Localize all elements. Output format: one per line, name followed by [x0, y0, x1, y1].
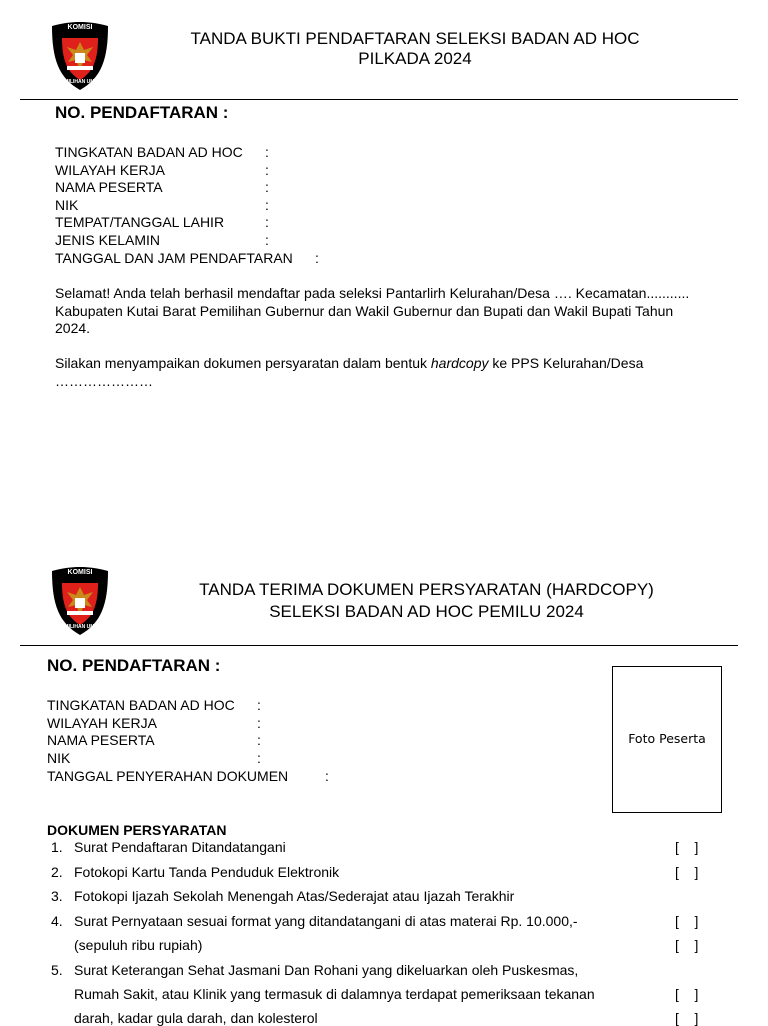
section1-divider	[20, 99, 738, 100]
section2-divider	[20, 645, 738, 646]
doc-checkbox[interactable]: [ ]	[675, 864, 699, 880]
doc-item-text: Surat Keterangan Sehat Jasmani Dan Rohani yang dikeluarkan oleh Puskesmas,	[74, 962, 579, 978]
instruction-text-italic: hardcopy	[430, 355, 489, 371]
section1-instruction-paragraph	[55, 355, 705, 390]
doc-item-text: Surat Pernyataan sesuai format yang ditandatangani di atas materai Rp. 10.000,-	[74, 913, 578, 929]
section2-title	[130, 579, 723, 623]
field-jk-sep: :	[265, 231, 269, 248]
field-ttl-sep: :	[265, 214, 269, 230]
doc-item-num: 2.	[51, 864, 63, 880]
field-tanggal-jam-sep: :	[315, 250, 319, 266]
field-jk-label: JENIS KELAMIN	[55, 231, 161, 248]
section2-title-line2: SELEKSI BADAN AD HOC PEMILU 2024	[269, 602, 584, 621]
doc-item-text: Rumah Sakit, atau Klinik yang termasuk di dalamnya terdapat pemeriksaan tekanan	[74, 986, 595, 1002]
field-nik-label: NIK	[47, 749, 71, 766]
doc-checkbox[interactable]: [ ]	[675, 937, 699, 953]
doc-item-num: 1.	[51, 839, 63, 855]
field-nama-sep: :	[265, 179, 269, 195]
docs-heading: DOKUMEN PERSYARATAN	[47, 822, 227, 838]
section1-title-line2: PILKADA 2024	[358, 49, 472, 68]
section1-title-line1: TANDA BUKTI PENDAFTARAN SELEKSI BADAN AD HOC	[190, 29, 640, 48]
section1-title	[130, 29, 700, 69]
doc-item-text: Surat Pendaftaran Ditandatangani	[74, 839, 286, 855]
doc-item-text: (sepuluh ribu rupiah)	[74, 937, 203, 953]
section1-no-pendaftaran: NO. PENDAFTARAN :	[55, 103, 229, 122]
logo-bottom-text: PEMILIHAN UMUM	[57, 624, 103, 630]
doc-item-num: 3.	[51, 888, 63, 904]
photo-label: Foto Peserta	[628, 731, 706, 746]
photo-box	[612, 666, 722, 813]
kpu-logo	[49, 565, 111, 637]
doc-item-text: Fotokopi Kartu Tanda Penduduk Elektronik	[74, 864, 340, 880]
section2-no-pendaftaran: NO. PENDAFTARAN :	[47, 656, 221, 675]
field-tingkatan-label: TINGKATAN BADAN AD HOC	[47, 697, 235, 713]
instruction-text-before: Silakan menyampaikan dokumen persyaratan dalam bentuk	[55, 355, 431, 371]
field-wilayah-sep: :	[265, 161, 269, 178]
section2-title-line1: TANDA TERIMA DOKUMEN PERSYARATAN (HARDCOPY)	[199, 580, 654, 599]
field-tanggal-jam-label: TANGGAL DAN JAM PENDAFTARAN	[55, 250, 293, 266]
doc-checkbox[interactable]: [ ]	[675, 986, 699, 1002]
field-tingkatan-label: TINGKATAN BADAN AD HOC	[55, 144, 243, 160]
doc-checkbox[interactable]: [ ]	[675, 839, 699, 855]
logo-top-text: KOMISI	[67, 569, 93, 576]
doc-checkbox[interactable]: [ ]	[675, 913, 699, 929]
field-wilayah-label: WILAYAH KERJA	[55, 161, 165, 178]
kpu-logo	[49, 20, 111, 92]
field-tingkatan-sep: :	[257, 697, 261, 713]
field-ttl-label: TEMPAT/TANGGAL LAHIR	[55, 214, 225, 230]
doc-item-num: 5.	[51, 962, 63, 978]
logo-bottom-text: PEMILIHAN UMUM	[57, 79, 103, 85]
field-tingkatan-sep: :	[265, 144, 269, 160]
field-wilayah-sep: :	[257, 714, 261, 731]
field-tanggal-penyerahan-sep: :	[325, 767, 329, 784]
doc-item-text: Fotokopi Ijazah Sekolah Menengah Atas/Sederajat atau Ijazah Terakhir	[74, 888, 515, 904]
field-nik-label: NIK	[55, 196, 79, 213]
field-nama-sep: :	[257, 732, 261, 748]
field-wilayah-label: WILAYAH KERJA	[47, 714, 157, 731]
field-nik-sep: :	[265, 196, 269, 213]
logo-top-text: KOMISI	[67, 24, 93, 31]
field-nama-label: NAMA PESERTA	[47, 732, 155, 748]
doc-item-num: 4.	[51, 913, 63, 929]
instruction-text-after: ke PPS Kelurahan/Desa …………………	[55, 355, 644, 389]
section1-congrats-paragraph: Selamat! Anda telah berhasil mendaftar pada seleksi Pantarlirh Kelurahan/Desa …. Kecamatan........... Kabupaten Kutai Barat Pemilihan Gubernur dan Wakil Gubernur dan Bupati dan Wakil Bupati Tahun 2024.	[55, 285, 690, 336]
field-tanggal-penyerahan-label: TANGGAL PENYERAHAN DOKUMEN	[47, 767, 289, 784]
doc-item-text: darah, kadar gula darah, dan kolesterol	[74, 1010, 318, 1026]
field-nama-label: NAMA PESERTA	[55, 179, 163, 195]
doc-checkbox[interactable]: [ ]	[675, 1010, 699, 1026]
field-nik-sep: :	[257, 749, 261, 766]
